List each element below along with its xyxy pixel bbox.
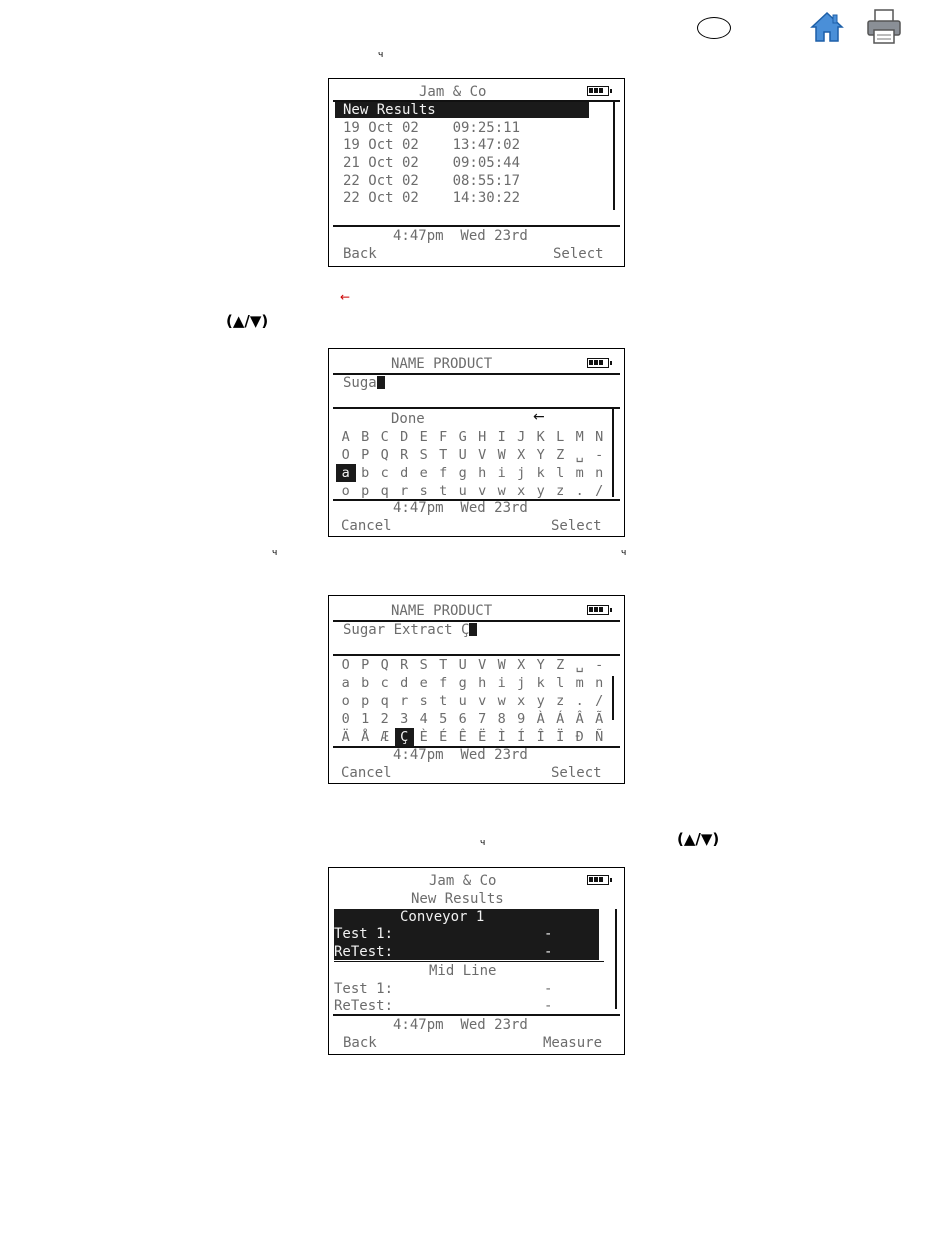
up-down-arrows: (▲/▼) (677, 830, 720, 848)
back-arrow-icon: ← (340, 290, 351, 304)
character-key[interactable]: q (380, 483, 389, 499)
battery-icon (587, 86, 609, 96)
character-key[interactable]: g (458, 675, 467, 691)
character-key[interactable]: 7 (478, 711, 487, 727)
character-key[interactable]: P (361, 657, 370, 673)
character-key[interactable]: y (536, 483, 545, 499)
character-key[interactable]: p (361, 693, 370, 709)
character-key[interactable]: 1 (361, 711, 370, 727)
character-row (336, 464, 609, 482)
status-clock: 4:47pm Wed 23rd (393, 228, 528, 244)
retest-label: ReTest: (334, 998, 394, 1014)
character-row (336, 692, 609, 710)
character-key[interactable]: X (517, 447, 526, 463)
character-key[interactable]: Ð (575, 729, 584, 745)
character-key[interactable]: a (336, 464, 356, 482)
character-key[interactable]: d (400, 465, 409, 481)
character-key[interactable]: u (458, 483, 467, 499)
character-key[interactable]: É (439, 729, 448, 745)
name-entry-field[interactable]: Sugar Extract Ç (343, 622, 477, 638)
marker-glyph: ч (480, 838, 486, 848)
cancel-softkey[interactable]: Cancel (341, 765, 392, 781)
character-key[interactable]: T (439, 657, 448, 673)
character-key[interactable]: Ã (595, 711, 604, 727)
marker-glyph: ч (378, 50, 384, 60)
character-key[interactable]: Y (536, 657, 545, 673)
character-key[interactable]: Z (556, 657, 565, 673)
character-key[interactable]: u (458, 693, 467, 709)
character-row (336, 482, 609, 500)
character-key[interactable]: Á (556, 711, 565, 727)
list-item[interactable]: 22 Oct 02 14:30:22 (343, 190, 521, 206)
select-softkey[interactable]: Select (551, 765, 602, 781)
character-key[interactable]: Æ (380, 729, 389, 745)
character-key[interactable]: Ç (395, 728, 415, 746)
character-key[interactable]: s (419, 693, 428, 709)
screen-title: Jam & Co (419, 84, 487, 100)
character-key[interactable]: / (595, 693, 604, 709)
character-key[interactable]: Y (536, 447, 545, 463)
character-key[interactable]: Q (380, 447, 389, 463)
list-item[interactable]: 19 Oct 02 13:47:02 (343, 137, 521, 153)
character-key[interactable]: V (478, 447, 487, 463)
character-key[interactable]: N (595, 429, 604, 445)
character-key[interactable]: O (341, 447, 350, 463)
character-key[interactable]: R (400, 657, 409, 673)
character-key[interactable]: Ï (556, 729, 565, 745)
character-key[interactable]: w (497, 693, 506, 709)
character-key[interactable]: m (575, 465, 584, 481)
character-key[interactable]: g (458, 465, 467, 481)
character-key[interactable]: i (497, 465, 506, 481)
character-grid (336, 656, 609, 746)
screen-title: NAME PRODUCT (391, 603, 493, 619)
character-key[interactable]: t (439, 483, 448, 499)
group-name: Conveyor 1 (400, 909, 485, 925)
character-key[interactable]: K (536, 429, 545, 445)
retest-label: ReTest: (334, 944, 394, 960)
character-key[interactable]: Ì (497, 729, 506, 745)
character-key[interactable]: P (361, 447, 370, 463)
character-key[interactable]: D (400, 429, 409, 445)
character-key[interactable]: O (341, 657, 350, 673)
character-key[interactable]: z (556, 693, 565, 709)
character-key[interactable]: c (380, 675, 389, 691)
character-key[interactable]: È (419, 729, 428, 745)
group-name: Mid Line (429, 963, 497, 979)
character-key[interactable]: X (517, 657, 526, 673)
screen-title: NAME PRODUCT (391, 356, 493, 372)
status-clock: 4:47pm Wed 23rd (393, 1017, 528, 1033)
character-key[interactable]: l (556, 675, 565, 691)
character-key[interactable]: - (595, 657, 604, 673)
character-row (336, 728, 609, 746)
character-key[interactable]: n (595, 675, 604, 691)
character-key[interactable]: W (497, 447, 506, 463)
character-key[interactable]: e (419, 465, 428, 481)
character-row (336, 428, 609, 446)
character-key[interactable]: Î (536, 729, 545, 745)
measure-screen (328, 867, 625, 1055)
character-key[interactable]: 8 (497, 711, 506, 727)
character-key[interactable]: V (478, 657, 487, 673)
character-key[interactable]: p (361, 483, 370, 499)
character-key[interactable]: i (497, 675, 506, 691)
character-key[interactable]: G (458, 429, 467, 445)
character-row (336, 710, 609, 728)
back-softkey[interactable]: Back (343, 246, 377, 262)
back-softkey[interactable]: Back (343, 1035, 377, 1051)
character-row (336, 446, 609, 464)
character-key[interactable]: o (341, 483, 350, 499)
character-key[interactable]: 3 (400, 711, 409, 727)
character-key[interactable]: Z (556, 447, 565, 463)
scrollbar[interactable] (612, 676, 614, 720)
name-product-screen-accents (328, 595, 625, 784)
character-key[interactable]: Å (361, 729, 370, 745)
character-key[interactable]: 2 (380, 711, 389, 727)
character-key[interactable]: W (497, 657, 506, 673)
character-key[interactable]: Ë (478, 729, 487, 745)
character-key[interactable]: Í (517, 729, 526, 745)
character-key[interactable]: Ä (341, 729, 350, 745)
character-key[interactable]: S (419, 657, 428, 673)
character-key[interactable]: b (361, 675, 370, 691)
text-cursor (377, 376, 385, 389)
character-key[interactable]: A (341, 429, 350, 445)
character-key[interactable]: R (400, 447, 409, 463)
results-list-screen (328, 78, 625, 267)
character-key[interactable]: Â (575, 711, 584, 727)
marker-glyph: ч (272, 548, 278, 558)
character-grid (336, 428, 609, 500)
scrollbar[interactable] (613, 102, 615, 210)
character-key[interactable]: L (556, 429, 565, 445)
character-key[interactable]: 4 (419, 711, 428, 727)
list-item[interactable]: 19 Oct 02 09:25:11 (343, 120, 521, 136)
character-key[interactable]: 5 (439, 711, 448, 727)
character-key[interactable]: Ê (458, 729, 467, 745)
character-key[interactable]: H (478, 429, 487, 445)
character-key[interactable]: m (575, 675, 584, 691)
list-item[interactable]: 21 Oct 02 09:05:44 (343, 155, 521, 171)
character-key[interactable]: J (517, 429, 526, 445)
character-key[interactable]: M (575, 429, 584, 445)
character-key[interactable]: f (439, 465, 448, 481)
screen-title: Jam & Co (429, 873, 497, 889)
character-key[interactable]: Q (380, 657, 389, 673)
battery-icon (587, 605, 609, 615)
character-key[interactable]: k (536, 675, 545, 691)
print-icon[interactable] (866, 8, 902, 46)
name-product-screen (328, 348, 625, 537)
backspace-icon[interactable]: ← (533, 409, 545, 425)
character-key[interactable]: ␣ (575, 447, 584, 463)
scrollbar[interactable] (612, 409, 614, 497)
marker-glyph: ч (621, 548, 627, 558)
character-key[interactable]: 0 (341, 711, 350, 727)
character-key[interactable]: S (419, 447, 428, 463)
character-key[interactable]: ␣ (575, 657, 584, 673)
character-key[interactable]: w (497, 483, 506, 499)
character-row (336, 674, 609, 692)
select-softkey[interactable]: Select (553, 246, 604, 262)
select-softkey[interactable]: Select (551, 518, 602, 534)
new-results-item[interactable]: New Results (335, 102, 589, 118)
character-key[interactable]: C (380, 429, 389, 445)
test-label: Test 1: (334, 926, 394, 942)
scrollbar[interactable] (615, 909, 617, 1009)
character-key[interactable]: / (595, 483, 604, 499)
character-key[interactable]: E (419, 429, 428, 445)
character-key[interactable]: x (517, 483, 526, 499)
test-value: - (544, 926, 553, 942)
character-key[interactable]: d (400, 675, 409, 691)
screen-subtitle: New Results (411, 891, 504, 907)
name-entry-field[interactable]: Suga (343, 375, 385, 391)
character-key[interactable]: z (556, 483, 565, 499)
character-key[interactable]: e (419, 675, 428, 691)
character-key[interactable]: I (497, 429, 506, 445)
character-key[interactable]: Ñ (595, 729, 604, 745)
character-key[interactable]: o (341, 693, 350, 709)
character-key[interactable]: v (478, 483, 487, 499)
character-key[interactable]: 6 (458, 711, 467, 727)
status-clock: 4:47pm Wed 23rd (393, 747, 528, 763)
character-key[interactable]: q (380, 693, 389, 709)
retest-value: - (544, 998, 553, 1014)
character-key[interactable]: v (478, 693, 487, 709)
measure-softkey[interactable]: Measure (543, 1035, 603, 1051)
character-key[interactable]: y (536, 693, 545, 709)
character-key[interactable]: k (536, 465, 545, 481)
character-key[interactable]: j (517, 465, 526, 481)
character-key[interactable]: f (439, 675, 448, 691)
test-label: Test 1: (334, 981, 394, 997)
oval-mark (697, 17, 731, 39)
up-down-arrows: (▲/▼) (226, 312, 269, 330)
character-key[interactable]: l (556, 465, 565, 481)
character-key[interactable]: À (536, 711, 545, 727)
battery-icon (587, 875, 609, 885)
character-key[interactable]: b (361, 465, 370, 481)
text-cursor (469, 623, 477, 636)
character-key[interactable]: - (595, 447, 604, 463)
character-key[interactable]: c (380, 465, 389, 481)
character-key[interactable]: r (400, 693, 409, 709)
character-key[interactable]: . (575, 693, 584, 709)
character-key[interactable]: t (439, 693, 448, 709)
character-key[interactable]: a (341, 675, 350, 691)
character-key[interactable]: U (458, 447, 467, 463)
character-key[interactable]: B (361, 429, 370, 445)
list-item[interactable]: 22 Oct 02 08:55:17 (343, 173, 521, 189)
character-key[interactable]: h (478, 675, 487, 691)
character-key[interactable]: s (419, 483, 428, 499)
home-icon[interactable] (810, 10, 844, 44)
character-key[interactable]: F (439, 429, 448, 445)
cancel-softkey[interactable]: Cancel (341, 518, 392, 534)
battery-icon (587, 358, 609, 368)
retest-value: - (544, 944, 553, 960)
character-key[interactable]: n (595, 465, 604, 481)
character-key[interactable]: r (400, 483, 409, 499)
character-key[interactable]: T (439, 447, 448, 463)
character-key[interactable]: U (458, 657, 467, 673)
character-row (336, 656, 609, 674)
character-key[interactable]: h (478, 465, 487, 481)
conveyor-1-group[interactable] (334, 909, 599, 960)
character-key[interactable]: x (517, 693, 526, 709)
character-key[interactable]: 9 (517, 711, 526, 727)
character-key[interactable]: j (517, 675, 526, 691)
test-value: - (544, 981, 553, 997)
status-clock: 4:47pm Wed 23rd (393, 500, 528, 516)
character-key[interactable]: . (575, 483, 584, 499)
done-option[interactable]: Done (391, 411, 425, 427)
